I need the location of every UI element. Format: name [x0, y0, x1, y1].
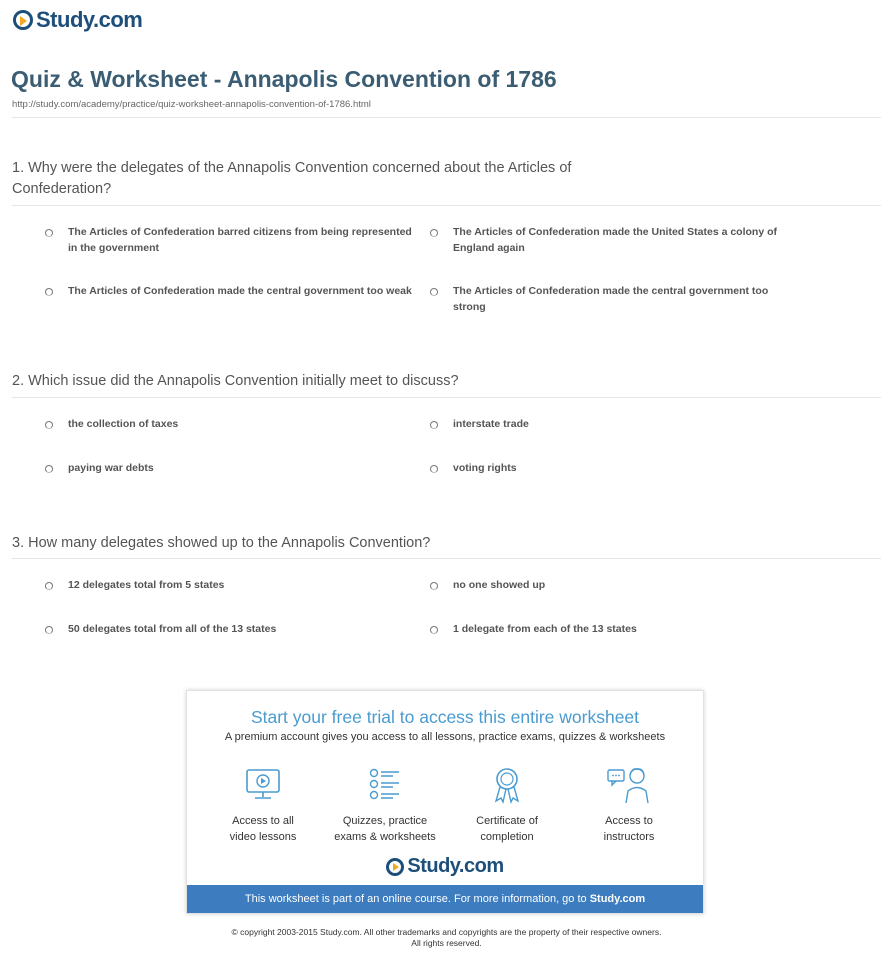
answer-option[interactable]	[430, 417, 798, 433]
promo-study-com-logo[interactable]	[187, 855, 703, 878]
radio-button[interactable]	[430, 582, 438, 590]
study-com-logo[interactable]	[13, 7, 142, 33]
feature-label: Access to	[605, 815, 653, 827]
feature-label: Quizzes, practice	[342, 815, 428, 827]
logo-text: Study.com	[36, 7, 143, 32]
copyright-line: © copyright 2003-2015 Study.com. All other trademarks and copyrights are the property of their respective owners.	[231, 927, 662, 937]
answer-option[interactable]	[45, 578, 413, 594]
option-label: no one showed up	[453, 579, 546, 591]
answer-option[interactable]	[430, 461, 798, 477]
certificate-icon	[487, 765, 527, 805]
quiz-list-icon	[365, 765, 405, 805]
option-label: voting rights	[453, 462, 517, 474]
feature-label: video lessons	[229, 831, 297, 843]
feature-instructors	[569, 765, 689, 845]
radio-button[interactable]	[45, 582, 53, 590]
divider	[12, 117, 881, 118]
instructor-icon	[606, 765, 652, 805]
feature-label: Certificate of	[476, 815, 538, 827]
answer-option[interactable]	[430, 622, 798, 638]
radio-button[interactable]	[45, 288, 53, 296]
promo-logo-text: Study.com	[407, 855, 504, 877]
radio-button[interactable]	[430, 421, 438, 429]
option-label: the collection of taxes	[68, 418, 179, 430]
promo-headline[interactable]: Start your free trial to access this entire worksheet	[250, 707, 640, 727]
answer-option[interactable]	[430, 225, 798, 256]
radio-button[interactable]	[45, 465, 53, 473]
copyright-footer	[0, 927, 893, 949]
promo-bar-link[interactable]: Study.com	[589, 893, 646, 905]
question-2: 2. Which issue did the Annapolis Convention initially meet to discuss?	[12, 373, 459, 389]
option-label: 50 delegates total from all of the 13 states	[68, 623, 277, 635]
video-lesson-icon	[243, 765, 283, 805]
play-logo-icon	[13, 10, 33, 30]
divider	[12, 205, 881, 206]
radio-button[interactable]	[430, 626, 438, 634]
option-label: The Articles of Confederation made the United States a colony of England again	[453, 226, 777, 254]
promo-subline: A premium account gives you access to all lessons, practice exams, quizzes & worksheets	[224, 731, 666, 743]
divider	[12, 558, 881, 559]
answer-option[interactable]	[45, 225, 413, 256]
feature-video-lessons	[203, 765, 323, 845]
option-label: paying war debts	[68, 462, 154, 474]
question-1: 1. Why were the delegates of the Annapolis Convention concerned about the Articles of Confederation?	[12, 160, 572, 197]
option-label: The Articles of Confederation made the central government too strong	[453, 285, 769, 313]
promo-bar-text: This worksheet is part of an online course. For more information, go to	[244, 893, 590, 905]
option-label: The Articles of Confederation barred citizens from being represented in the government	[68, 226, 412, 254]
feature-label: exams & worksheets	[334, 831, 436, 843]
option-label: The Articles of Confederation made the central government too weak	[68, 285, 412, 297]
page-title: Quiz & Worksheet - Annapolis Convention of 1786	[11, 66, 557, 92]
rights-line: All rights reserved.	[411, 938, 482, 948]
feature-label: completion	[480, 831, 534, 843]
answer-option[interactable]	[45, 284, 413, 300]
answer-option[interactable]	[430, 284, 798, 315]
feature-quizzes	[325, 765, 445, 845]
radio-button[interactable]	[45, 626, 53, 634]
page-url: http://study.com/academy/practice/quiz-worksheet-annapolis-convention-of-1786.html	[12, 99, 371, 110]
option-label: interstate trade	[453, 418, 529, 430]
answer-option[interactable]	[45, 461, 413, 477]
feature-label: instructors	[603, 831, 655, 843]
divider	[12, 397, 881, 398]
feature-certificate	[447, 765, 567, 845]
answer-option[interactable]	[430, 578, 798, 594]
radio-button[interactable]	[45, 229, 53, 237]
option-label: 12 delegates total from 5 states	[68, 579, 225, 591]
radio-button[interactable]	[430, 288, 438, 296]
free-trial-promo[interactable]	[186, 690, 704, 914]
radio-button[interactable]	[430, 229, 438, 237]
radio-button[interactable]	[430, 465, 438, 473]
promo-info-bar	[187, 885, 703, 913]
question-3: 3. How many delegates showed up to the Annapolis Convention?	[12, 535, 431, 551]
feature-label: Access to all	[232, 815, 294, 827]
option-label: 1 delegate from each of the 13 states	[453, 623, 637, 635]
play-logo-icon	[386, 858, 404, 876]
radio-button[interactable]	[45, 421, 53, 429]
answer-option[interactable]	[45, 622, 413, 638]
answer-option[interactable]	[45, 417, 413, 433]
